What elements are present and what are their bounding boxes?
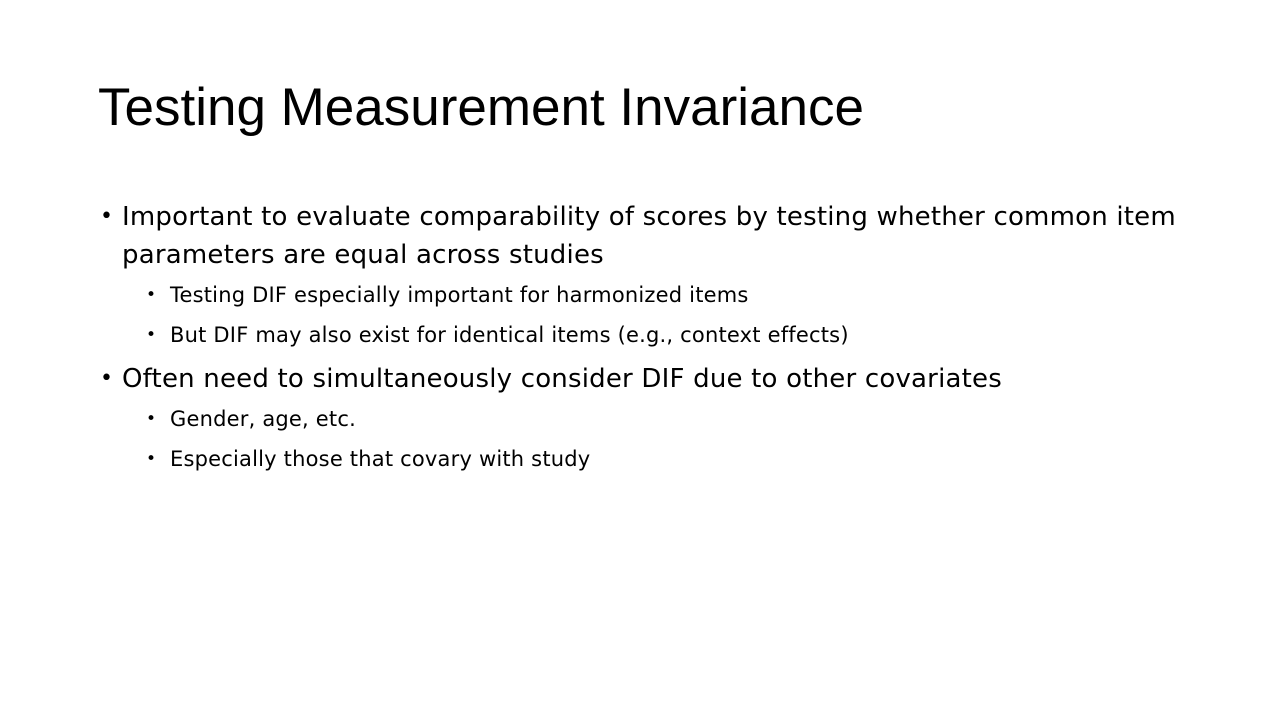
bullet-text: Often need to simultaneously consider DIF due to other covariates xyxy=(122,364,1002,394)
bullet-icon: • xyxy=(146,449,157,469)
sub-bullet-text: Especially those that covary with study xyxy=(170,447,591,471)
bullet-icon: • xyxy=(100,204,114,229)
sub-bullet-list xyxy=(122,280,1198,350)
sub-bullet-item xyxy=(122,320,1198,350)
slide-title: Testing Measurement Invariance xyxy=(98,78,864,137)
sub-bullet-text: But DIF may also exist for identical items (e.g., context effects) xyxy=(170,323,849,347)
bullet-icon: • xyxy=(100,366,114,391)
bullet-icon: • xyxy=(146,409,157,429)
bullet-text: Important to evaluate comparability of scores by testing whether common item parameters are equal across studies xyxy=(122,202,1176,270)
sub-bullet-list xyxy=(122,404,1198,474)
bullet-icon: • xyxy=(146,285,157,305)
bullet-icon: • xyxy=(146,325,157,345)
sub-bullet-text: Testing DIF especially important for harmonized items xyxy=(170,283,749,307)
sub-bullet-item xyxy=(122,444,1198,474)
bullet-list xyxy=(98,198,1198,484)
bullet-item xyxy=(98,198,1198,350)
sub-bullet-text: Gender, age, etc. xyxy=(170,407,356,431)
bullet-item xyxy=(98,360,1198,474)
sub-bullet-item xyxy=(122,280,1198,310)
sub-bullet-item xyxy=(122,404,1198,434)
